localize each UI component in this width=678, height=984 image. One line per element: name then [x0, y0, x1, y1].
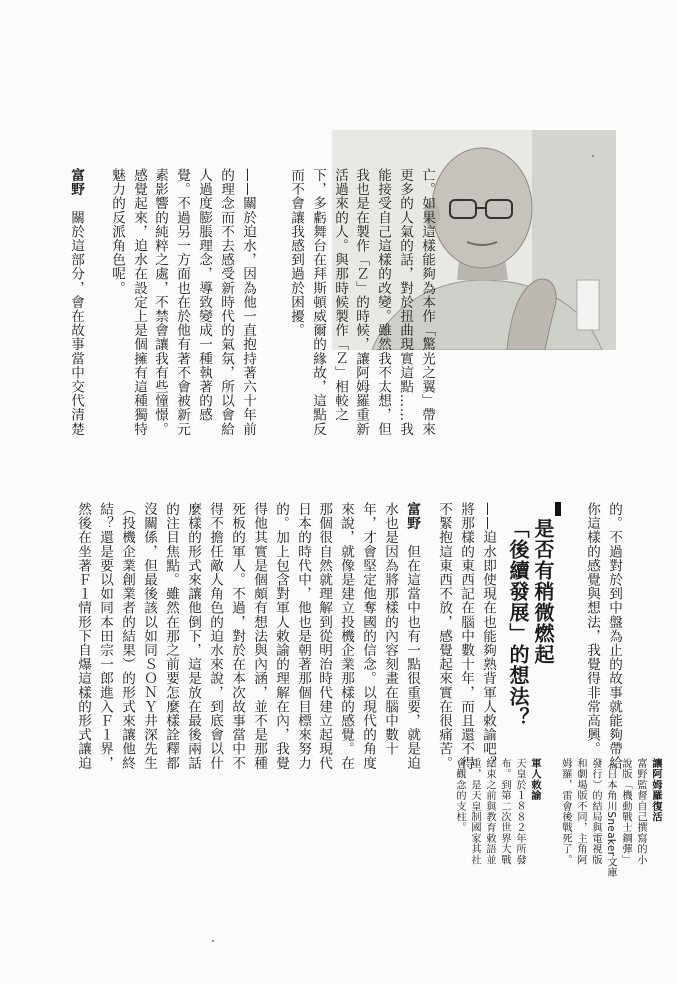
- top-text-column-12: 覺。不過另一方面也在於他有著不會被新元: [174, 168, 190, 436]
- top-text-column-13: 素影響的純粹之處，不禁會讓我有些憧憬。: [152, 168, 168, 436]
- note-1-title: 讓阿姆羅復活: [650, 758, 661, 823]
- bottom-more-12: 沒關係，但最後該以如同ＳＯＮＹ井深先生: [141, 502, 157, 770]
- bottom-more-11: 的注目焦點。雖然在那之前要怎麼樣詮釋都: [163, 502, 179, 770]
- speaker-name-tomino-2: 富野: [404, 502, 420, 531]
- note-1-col-6: 姆羅，雷會後戰死了。: [560, 758, 571, 865]
- bottom-more-4: 那個很自然就理解到從明治時代建立起現代: [316, 502, 332, 770]
- bottom-more-13: （投機企業創業者的結果）的形式來讓他終: [119, 502, 135, 770]
- bottom-more-1: 水也是因為將那樣的內容刻畫在腦中數十: [382, 502, 398, 756]
- speaker-line: 關於這部分，會在故事當中交代清楚: [68, 210, 84, 436]
- speaker-name-tomino: 富野: [68, 168, 84, 197]
- bottom-speaker-column: [402, 502, 422, 770]
- note-2-title: 軍人敕諭: [529, 758, 540, 801]
- right-top-column-2: 你這樣的感覺與想法，我覺得非常高興。: [584, 502, 600, 756]
- top-text-column-15: 魅力的反派角色呢。: [109, 168, 125, 295]
- top-text-column-11: 人過度膨脹理念，導致變成一種執著的感: [196, 168, 212, 422]
- bottom-more-8: 死板的軍人。不過，對於在本次故事當中不: [229, 502, 245, 770]
- right-top-column-1: 的。不過對於到中盤為止的故事就能夠帶給: [606, 502, 622, 770]
- note-2-col-3: 結束之前與教育敕語並: [484, 758, 495, 865]
- note-2-col-4: 重，是天皇制國家其社: [469, 758, 480, 865]
- bottom-more-10: 麼樣的形式來讓他倒下，這是放在最後兩話: [185, 502, 201, 770]
- note-2-col-5: 會觀念的支柱。: [454, 758, 465, 833]
- bottom-more-5: 日本的時代中，他也是朝著那個目標來努力: [295, 502, 311, 770]
- top-text-column-7: 而不會讓我感到過於困擾。: [288, 168, 304, 338]
- headline-line-1: 是否有稍微燃起: [531, 518, 555, 665]
- bottom-text-column-3: 不緊抱這東西不放，感覺起來實在很痛苦。: [436, 502, 452, 770]
- top-text-column-5: 活過來的人。與那時候製作「Ｚ」相較之: [332, 168, 348, 422]
- top-text-column-6: 下，多虧舞台在拜斯頓威爾的緣故，這點反: [310, 168, 326, 436]
- note-1-col-5: 和劇場版不同，主角阿: [575, 758, 586, 865]
- headline-line-2: 「後續發展」的想法？: [506, 518, 530, 728]
- top-text-column-2: 更多的人氣的話，對於扭曲現實這點……我: [397, 168, 413, 436]
- bottom-more-2: 年，才會堅定他奪國的信念。以現代的角度: [360, 502, 376, 770]
- bottom-text-column-1: ——迫水即使現在也能夠熟背軍人敕諭吧？: [480, 502, 496, 770]
- note-1-col-2: 說版「機動戰士鋼彈」: [620, 758, 631, 865]
- dot-top-right: [592, 155, 594, 157]
- note-2-col-2: 布。到第二次世界大戰: [499, 758, 510, 865]
- note-1-col-1: 富野監督自己撰寫的小: [635, 758, 646, 865]
- bottom-more-14: 結？還是要以如同本田宗一郎進入Ｆ１界，: [97, 502, 113, 770]
- bottom-more-7: 得他其實是個頗有想法與內涵，並不是那種: [251, 502, 267, 770]
- speaker-line-2: 但在這當中也有一點很重要，就是迫: [404, 544, 420, 770]
- dot-bottom: [212, 940, 214, 942]
- top-text-column-3: 能接受自己這樣的改變。雖然我不太想，但: [375, 168, 391, 436]
- top-text-column-9: ——關於迫水，因為他一直抱持著六十年前: [240, 168, 256, 436]
- note-2-col-1: 天皇於１８８２年所發: [514, 758, 525, 865]
- top-text-column-10: 的理念而不去感受新時代的氣氛，所以會給: [218, 168, 234, 436]
- top-text-column-14: 感覺起來，迫水在設定上是個擁有這種獨特: [131, 168, 147, 436]
- bottom-more-6: 的。加上包含對軍人敕諭的理解在內，我覺: [273, 502, 289, 770]
- note-1-col-4: 發行）的結局與電視版: [590, 758, 601, 865]
- top-speaker-column: [66, 168, 86, 436]
- bottom-text-column-2: 將那樣的東西記在腦中數十年，而且還不得: [458, 502, 474, 770]
- bottom-more-9: 得不擔任敵人角色的迫水來說，到底會以什: [207, 502, 223, 770]
- note-1-col-3: （日本角川Sneaker文庫: [605, 758, 616, 878]
- top-text-column-1: 亡。如果這樣能夠為本作「驚光之翼」帶來: [419, 168, 435, 436]
- headline-bar-top: [555, 502, 561, 516]
- bottom-more-3: 來說，就像是建立投機企業那樣的感覺。在: [338, 502, 354, 770]
- bottom-more-15: 然後在坐著Ｆ１情形下自爆這樣的形式讓迫: [75, 502, 91, 770]
- top-text-column-4: 我也是在製作「Ｚ」的時候，讓阿姆羅重新: [353, 168, 369, 436]
